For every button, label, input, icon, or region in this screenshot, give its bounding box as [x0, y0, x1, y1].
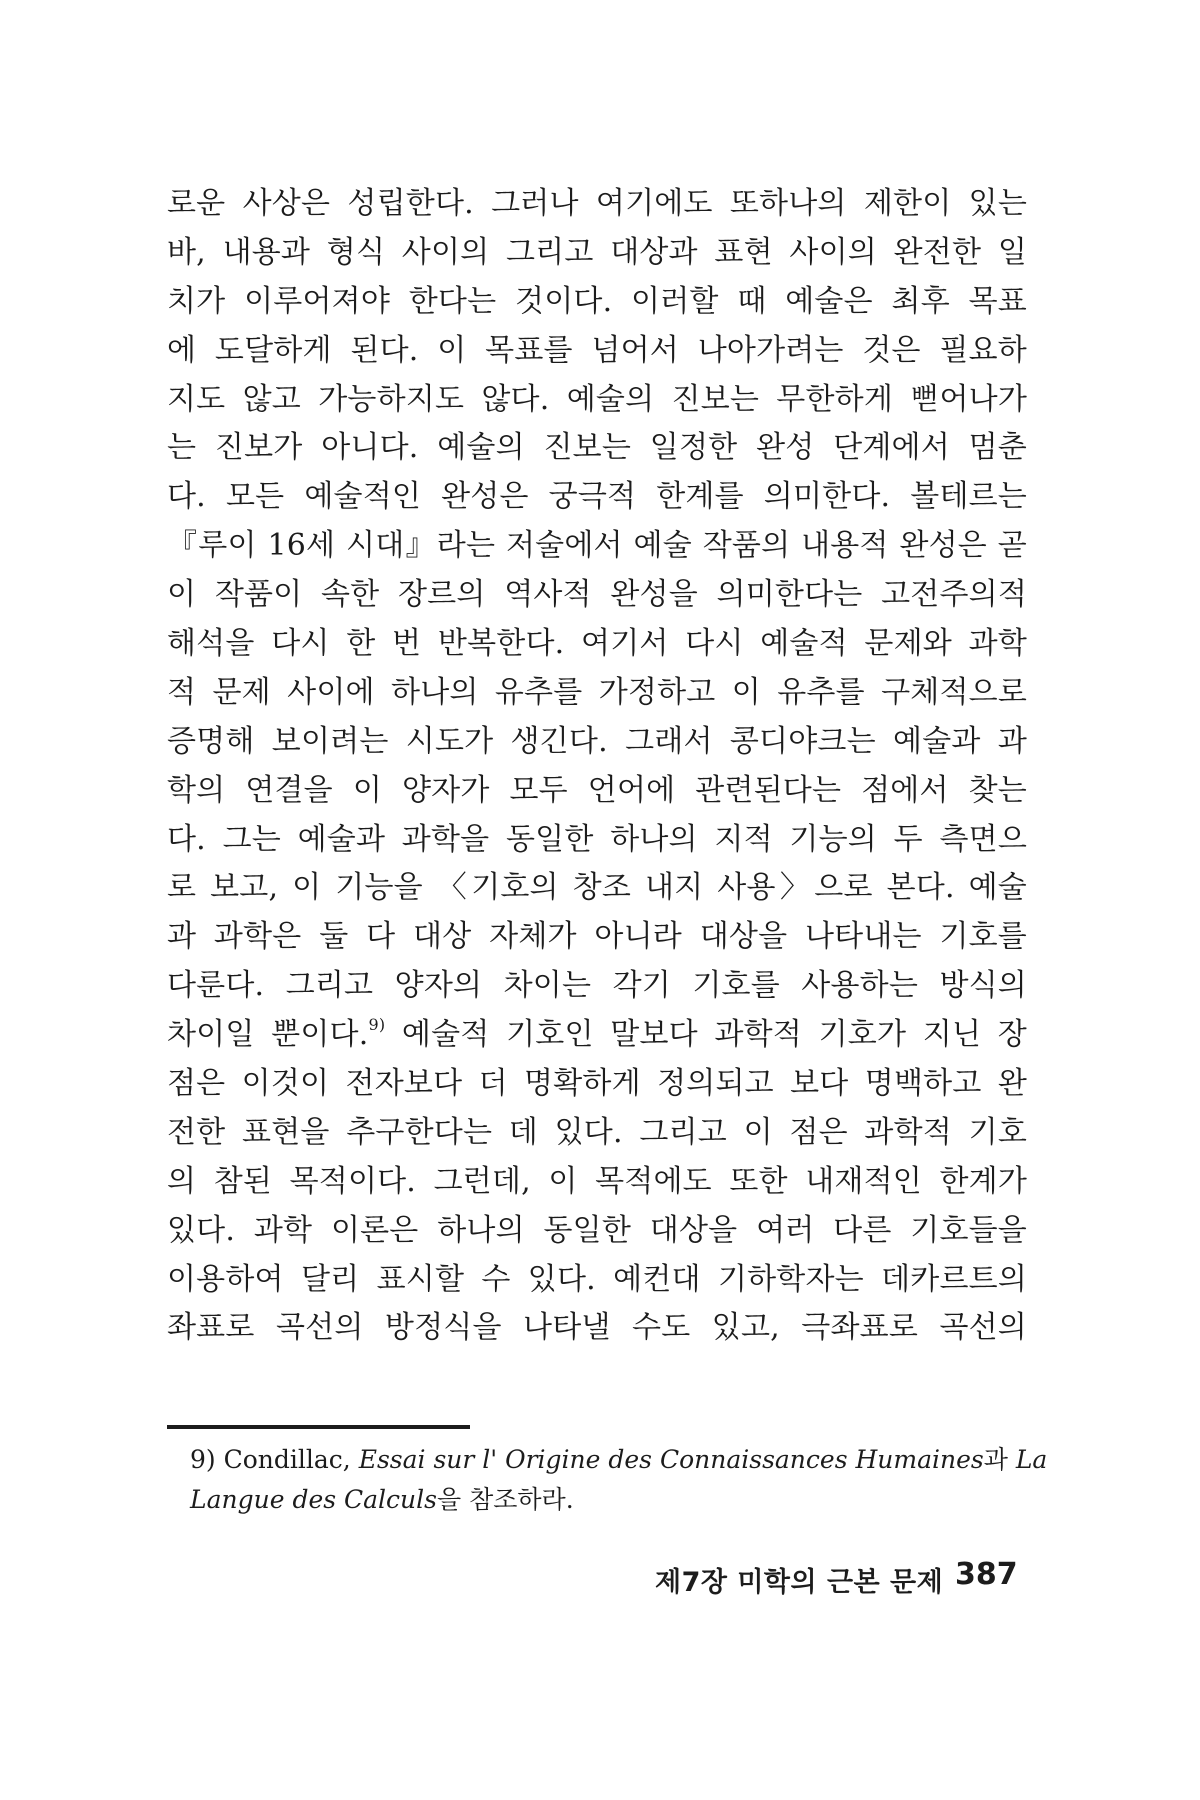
- text-line: 있다. 과학 이론은 하나의 동일한 대상을 여러 다른 기호들을: [167, 1212, 1027, 1248]
- body-text: [167, 180, 1027, 1353]
- text-line: 로운 사상은 성립한다. 그러나 여기에도 또하나의 제한이 있는: [167, 186, 1027, 221]
- footnote-line: [190, 1480, 1030, 1520]
- text-line: 과 과학은 둘 다 대상 자체가 아니라 대상을 나타내는 기호를: [167, 919, 1027, 955]
- text-line: 에 도달하게 된다. 이 목표를 넘어서 나아가려는 것은 필요하: [167, 332, 1027, 368]
- footnote-text: 과: [983, 1445, 1008, 1474]
- text-line: 다. 모든 예술적인 완성은 궁극적 한계를 의미한다. 볼테르는: [167, 479, 1027, 515]
- text-line: 다룬다. 그리고 양자의 차이는 각기 기호를 사용하는 방식의: [167, 968, 1027, 1004]
- footnote-marker: 9): [190, 1445, 216, 1474]
- text-line: 이용하여 달리 표시할 수 있다. 예컨대 기하학자는 데카르트의: [167, 1261, 1027, 1297]
- text-line: 증명해 보이려는 시도가 생긴다. 그래서 콩디야크는 예술과 과: [167, 723, 1027, 759]
- footnote-divider: [167, 1425, 470, 1429]
- text-segment: 예술적 기호인 말보다 과학적 기호가 지닌 장: [385, 1017, 1027, 1053]
- footnote: [190, 1440, 1048, 1520]
- text-line: 이 작품이 속한 장르의 역사적 완성을 의미한다는 고전주의적: [167, 577, 1027, 613]
- text-line: 점은 이것이 전자보다 더 명확하게 정의되고 보다 명백하고 완: [167, 1066, 1027, 1102]
- text-line: 『루이 16세 시대』라는 저술에서 예술 작품의 내용적 완성은 곧: [167, 528, 1027, 564]
- running-footer: 제7장 미학의 근본 문제: [655, 1567, 944, 1598]
- text-line: [167, 1011, 1027, 1060]
- footnote-title: Essai sur l' Origine des Connaissances Humaines: [358, 1445, 984, 1474]
- text-line: 전한 표현을 추구한다는 데 있다. 그리고 이 점은 과학적 기호: [167, 1114, 1027, 1150]
- footnote-line: [190, 1440, 1048, 1480]
- text-line: 지도 않고 가능하지도 않다. 예술의 진보는 무한하게 뻗어나가: [167, 381, 1027, 417]
- text-line: 바, 내용과 형식 사이의 그리고 대상과 표현 사이의 완전한 일: [167, 234, 1027, 270]
- text-line: 해석을 다시 한 번 반복한다. 여기서 다시 예술적 문제와 과학: [167, 626, 1027, 662]
- text-segment: 차이일 뿐이다.: [167, 1017, 369, 1053]
- text-line: 의 참된 목적이다. 그런데, 이 목적에도 또한 내재적인 한계가: [167, 1163, 1027, 1199]
- text-line: 치가 이루어져야 한다는 것이다. 이러할 때 예술은 최후 목표: [167, 283, 1027, 319]
- footnote-title: La: [1015, 1445, 1048, 1474]
- footnote-author: Condillac,: [223, 1445, 351, 1474]
- text-line: 는 진보가 아니다. 예술의 진보는 일정한 완성 단계에서 멈춘: [167, 430, 1027, 466]
- text-line: 로 보고, 이 기능을 〈기호의 창조 내지 사용〉으로 본다. 예술: [167, 870, 1027, 906]
- page-number: 387: [955, 1557, 1018, 1592]
- footnote-title: Langue des Calculs: [190, 1485, 437, 1514]
- footnote-ref[interactable]: 9): [368, 1015, 386, 1035]
- footnote-text: 을 참조하라.: [437, 1485, 574, 1514]
- text-line: 다. 그는 예술과 과학을 동일한 하나의 지적 기능의 두 측면으: [167, 821, 1027, 857]
- text-line: 적 문제 사이에 하나의 유추를 가정하고 이 유추를 구체적으로: [167, 674, 1027, 710]
- text-line: 학의 연결을 이 양자가 모두 언어에 관련된다는 점에서 찾는: [167, 772, 1027, 808]
- text-line: 좌표로 곡선의 방정식을 나타낼 수도 있고, 극좌표로 곡선의: [167, 1310, 1027, 1346]
